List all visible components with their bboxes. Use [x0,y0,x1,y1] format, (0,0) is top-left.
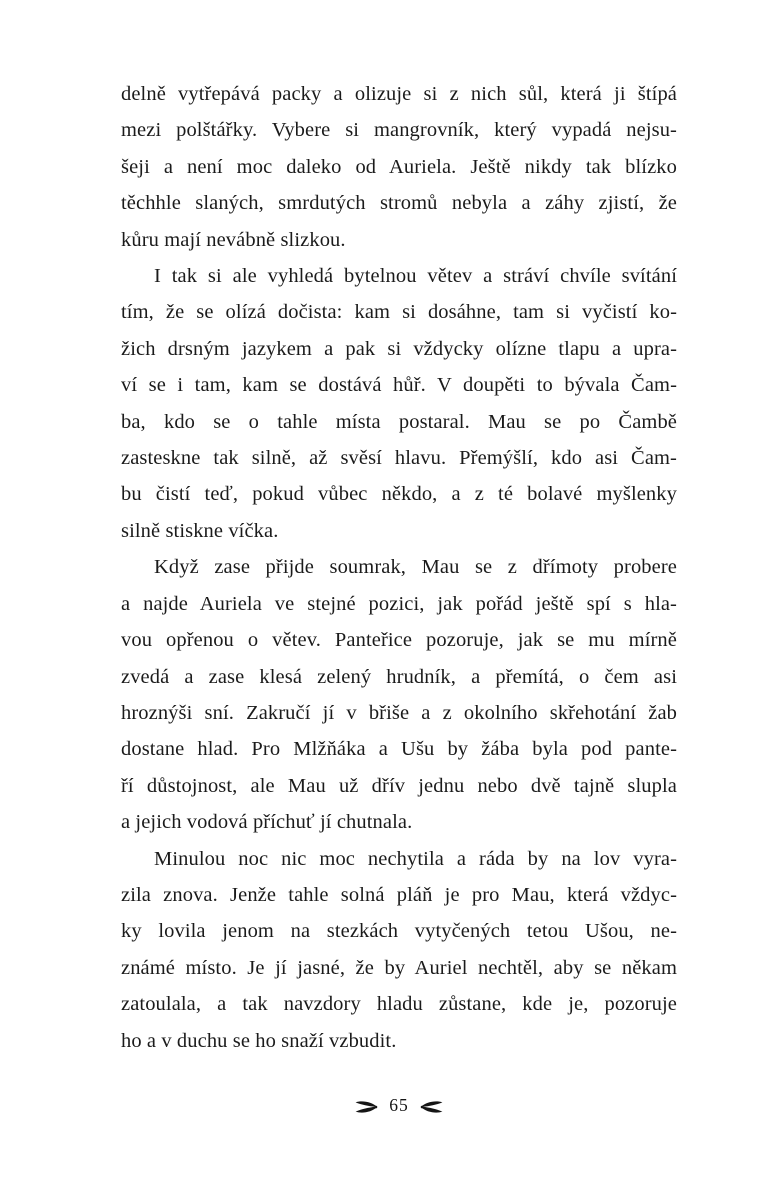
text-line: a najde Auriela ve stejné pozici, jak pořád ještě spí s hla- [121,592,677,615]
text-line: bu čistí teď, pokud vůbec někdo, a z té bolavé myšlenky [121,483,677,506]
text-line: silně stiskne víčka. [121,519,279,542]
paragraph [121,549,677,840]
page-number: 65 [389,1095,409,1115]
text-line: zasteskne tak silně, až svěsí hlavu. Přemýšlí, kdo asi Čam- [121,447,677,470]
text-line: žich drsným jazykem a pak si vždycky olízne tlapu a upra- [121,337,677,360]
page-footer [121,1097,677,1117]
text-line: vou opřenou o větev. Panteřice pozoruje, jak se mu mírně [121,629,677,652]
text-line: zatoulala, a tak navzdory hladu zůstane, kde je, pozoruje [121,993,677,1016]
text-line: mezi polštářky. Vybere si mangrovník, který vypadá nejsu- [121,119,677,142]
text-line: šeji a není moc daleko od Auriela. Ještě nikdy tak blízko [121,155,677,178]
text-line: I tak si ale vyhledá bytelnou větev a stráví chvíle svítání [154,265,677,288]
text-line: ho a v duchu se ho snaží vzbudit. [121,1029,397,1052]
text-line: kůru mají nevábně slizkou. [121,228,346,251]
text-line: ba, kdo se o tahle místa postaral. Mau se po Čambě [121,410,677,433]
paragraph [121,841,677,1059]
text-line: známé místo. Je jí jasné, že by Auriel nechtěl, aby se někam [121,956,677,979]
text-line: Když zase přijde soumrak, Mau se z dřímoty probere [154,556,677,579]
text-line: a jejich vodová příchuť jí chutnala. [121,811,413,834]
text-block [121,76,677,1059]
text-line: hroznýši sní. Zakručí jí v břiše a z okolního skřehotání žab [121,701,677,724]
fleuron-right-icon [420,1099,444,1115]
paragraph [121,258,677,549]
text-line: ky lovila jenom na stezkách vytyčených tetou Ušou, ne- [121,920,677,943]
text-line: tím, že se olízá dočista: kam si dosáhne, tam si vyčistí ko- [121,301,677,324]
text-line: zila znova. Jenže tahle solná pláň je pro Mau, která vždyc- [121,883,677,906]
fleuron-left-icon [354,1099,378,1115]
text-line: Minulou noc nic moc nechytila a ráda by na lov vyra- [154,847,677,870]
text-line: těchhle slaných, smrdutých stromů nebyla a záhy zjistí, že [121,192,677,215]
text-line: dostane hlad. Pro Mlžňáka a Ušu by žába byla pod pante- [121,738,677,761]
text-line: zvedá a zase klesá zelený hrudník, a přemítá, o čem asi [121,665,677,688]
text-line: delně vytřepává packy a olizuje si z nich sůl, která ji štípá [121,83,677,105]
text-line: ří důstojnost, ale Mau už dřív jednu nebo dvě tajně slupla [121,774,677,797]
text-line: ví se i tam, kam se dostává hůř. V doupěti to bývala Čam- [121,374,677,397]
paragraph [121,76,677,258]
